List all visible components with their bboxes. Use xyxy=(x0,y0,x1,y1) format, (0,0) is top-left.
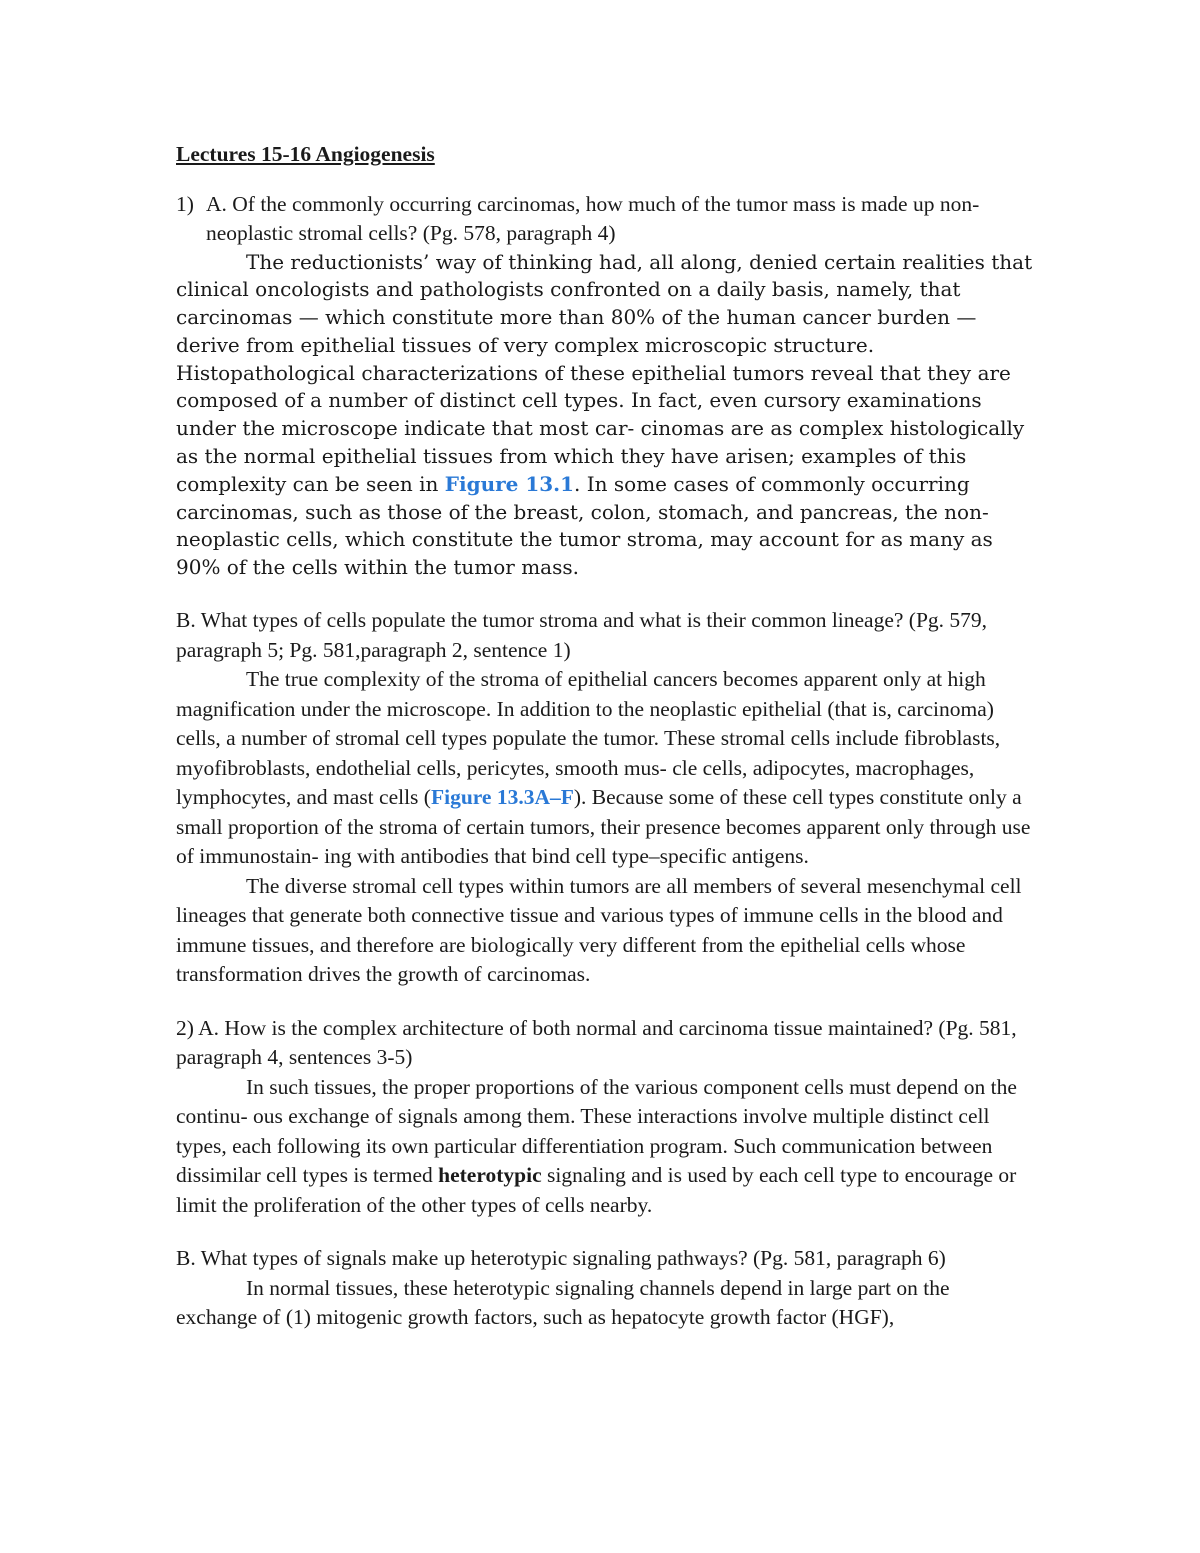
answer-1b-paragraph-2: The diverse stromal cell types within tumors are all members of several mesenchymal cell lineages that generate both connective tissue and various types of immune cells in the blood and immune tissues, and therefore are biologically very different from the epithelial cells whose transformation drives the growth of carcinomas. xyxy=(176,873,1022,987)
page-title: Lectures 15-16 Angiogenesis xyxy=(176,142,435,166)
document-page xyxy=(176,140,1036,1333)
question-2a: 2) A. How is the complex architecture of both normal and carcinoma tissue maintained? (Pg. 581, paragraph 4, sentences 3-5) xyxy=(176,1015,1017,1070)
answer-1a-part1: The reductionists’ way of thinking had, all along, denied certain realities that clinical oncologists and pathologists confronted on a daily basis, namely, that carcinomas — which constitute more than 80% of the human cancer burden —derive from epithelial tissues of very complex microscopic structure. Histopathological characterizations of these epithelial tumors reveal that they are composed of a number of distinct cell types. In fact, even cursory examinations under the microscope indicate that most car- cinomas are as complex histologically as the normal epithelial tissues from which they have arisen; examples of this complexity can be seen in xyxy=(176,249,1033,496)
answer-2a xyxy=(176,1073,1036,1221)
answer-1b-part1: The true complexity of the stroma of epithelial cancers becomes apparent only at high magnification under the microscope. In addition to the neoplastic epithelial (that is, carcinoma) cells, a number of stromal cell types populate the tumor. These stromal cells include fibroblasts, myofibroblasts, endothelial cells, pericytes, smooth mus- cle cells, adipocytes, macrophages, lymphocytes, and mast cells ( xyxy=(176,667,1001,810)
answer-2a-part1: In such tissues, the proper proportions of the various component cells must depend on the continu- ous exchange of signals among them. These interactions involve multiple distinct cell types, each following its own particular differentiation program. Such communication between dissimilar cell types is termed xyxy=(176,1074,1017,1188)
answer-2a-part2: signaling and is used by each cell type to encourage or limit the proliferation of the other types of cells nearby. xyxy=(176,1163,1017,1217)
answer-1b-part2: ). Because some of these cell types constitute only a small proportion of the stroma of certain tumors, their presence becomes apparent only through use of immunostain- ing with antibodies that bind cell type–specific antigens. xyxy=(176,785,1031,869)
answer-1a-part2: . In some cases of commonly occurring carcinomas, such as those of the breast, colon, stomach, and pancreas, the non- neoplastic cells, which constitute the tumor stroma, may account for as many as 90% of the cells within the tumor mass. xyxy=(176,471,993,580)
figure-13-3-link[interactable]: Figure 13.3A–F xyxy=(430,785,574,810)
answer-2b: In normal tissues, these heterotypic signaling channels depend in large part on the exchange of (1) mitogenic growth factors, such as hepatocyte growth factor (HGF), xyxy=(176,1275,950,1330)
answer-1b-paragraph-1 xyxy=(176,665,1036,872)
heterotypic-term: heterotypic xyxy=(438,1163,542,1188)
question-number: 1) xyxy=(176,191,194,216)
answer-1a xyxy=(176,249,1036,583)
question-1a xyxy=(176,190,1036,249)
question-2b: B. What types of signals make up heterotypic signaling pathways? (Pg. 581, paragraph 6) xyxy=(176,1246,946,1271)
question-1a-text: A. Of the commonly occurring carcinomas, how much of the tumor mass is made up non-neoplastic stromal cells? (Pg. 578, paragraph 4) xyxy=(206,191,980,245)
figure-13-1-link[interactable]: Figure 13.1 xyxy=(444,471,575,496)
question-1b: B. What types of cells populate the tumor stroma and what is their common lineage? (Pg. 579, paragraph 5; Pg. 581,paragraph 2, sentence 1) xyxy=(176,608,988,662)
